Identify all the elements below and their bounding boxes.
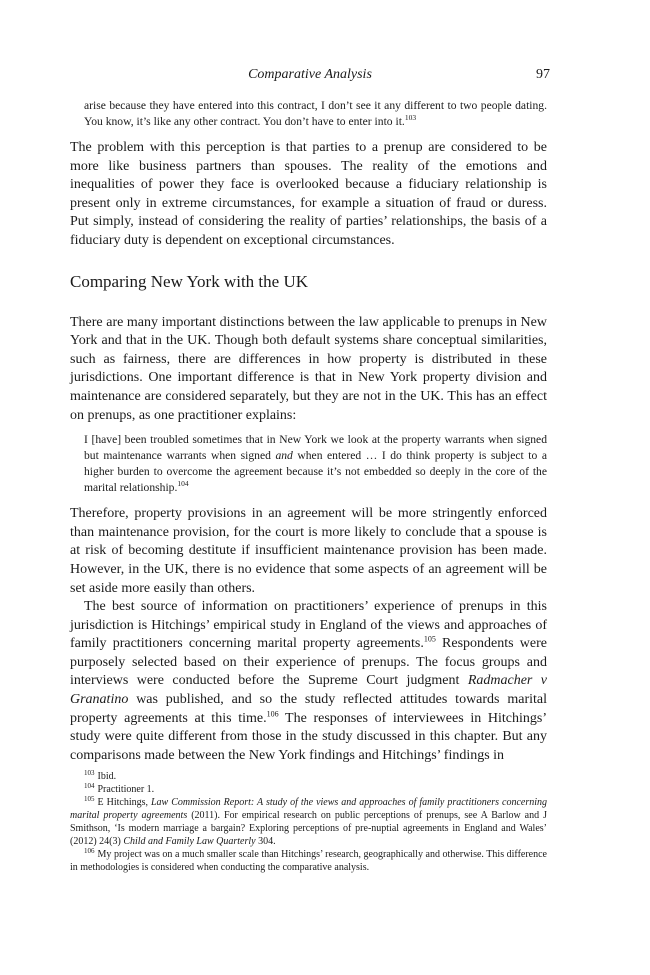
paragraph-1: The problem with this perception is that parties to a prenup are considered to be more like business partners than spouses. The reality of the emotions and inequalities of power they face is overlooked because a fiduciary relationship is present only in extreme circumstances, for example a situation of fraud or duress. Put simply, instead of considering the reality of parties’ relationships, the basis of a fiduciary duty is dependent on exceptional circumstances. [70,140,547,248]
block-quote-2-part1: I [have] been troubled sometimes that in New York we look at the property warrants when signed but maintenance warrants when signed [84,433,547,463]
footnote-106-number: 106 [84,846,95,855]
main-text [70,98,547,765]
paragraph-4-part1: The best source of information on practitioners’ experience of prenups in this jurisdiction is Hitchings’ empirical study in England of the views and approaches of family practitioners concerning marital property agreements. [70,599,547,652]
block-quote-2-emphasis: and [275,449,293,463]
block-quote-1 [84,98,547,130]
footnote-104-number: 104 [84,781,95,790]
footnote-103-number: 103 [84,768,95,777]
footnote-105-report-title: Law Commission Report: A study of the views and approaches of family practitioners concerning marital property agreements [70,797,547,821]
footnote-105-page: 304. [255,836,276,847]
footnote-105-author: E Hitchings, [97,797,151,808]
page-number: 97 [536,67,550,82]
footnote-106-text: My project was on a much smaller scale than Hitchings’ research, geographically and otherwise. This difference in methodologies is considered when conducting the comparative analysis. [70,849,547,873]
footnote-ref-104[interactable]: 104 [177,479,189,489]
block-quote-2 [84,432,547,496]
paragraph-4-part3: was published, and so the study reflected attitudes towards marital property agreements at this time. [70,692,547,726]
paragraph-2: There are many important distinctions between the law applicable to prenups in New York and that in the UK. Though both default systems share conceptual similarities, such as fairness, there are differences in how property is distributed in these jurisdictions. One important difference is that in New York property division and maintenance are considered separately, but they are not in the UK. This has an effect on prenups, as one practitioner explains: [70,314,547,423]
footnote-ref-106[interactable]: 106 [266,709,279,718]
block-quote-1-text: arise because they have entered into this contract, I don’t see it any different to two people dating. You know, it’s like any other contract. You don’t have to enter into it. [84,99,547,128]
footnote-103 [70,770,547,783]
footnote-104-text: Practitioner 1. [97,784,155,795]
footnotes [70,770,547,874]
running-title: Comparative Analysis [248,67,372,82]
paragraph-4 [70,598,547,765]
footnote-ref-105[interactable]: 105 [423,634,436,644]
case-name: Radmacher v Granatino [70,673,547,708]
paragraph-3: Therefore, property provisions in an agreement will be more stringently enforced than maintenance provision, for the court is more likely to conclude that a spouse is at risk of becoming destitute if insufficient maintenance provision has been made. However, in the UK, there is no evidence that some aspects of an agreement will be set aside more easily than others. [70,506,547,596]
footnote-105 [70,796,547,848]
running-head [70,67,550,85]
paragraph-4-part2: Respondents were purposely selected based on their experience of prenups. The focus groups and interviews were conducted before the Supreme Court judgment [70,636,547,689]
section-heading: Comparing New York with the UK [70,271,308,291]
footnote-105-journal: Child and Family Law Quarterly [123,836,256,847]
block-quote-2-part2: when entered … I do think property is subject to a higher burden to overcome the agreement because it’s not embedded so deeply in the core of the marital relationship. [84,449,547,495]
footnote-105-text: (2011). For empirical research on public perceptions of prenups, see A Barlow and J Smithson, ‘Is modern marriage a bargain? Exploring perceptions of pre-nuptial agreements in England and Wales’ (2012) 24(3) [70,810,547,847]
footnote-105-number: 105 [84,794,95,803]
footnote-104 [70,783,547,796]
footnote-ref-103[interactable]: 103 [404,113,417,123]
footnote-103-text: Ibid. [97,771,117,782]
footnote-106 [70,848,547,874]
paragraph-4-part4: The responses of interviewees in Hitchings’ study were quite different from those in the study discussed in this chapter. But any comparisons made between the New York findings and Hitchings’ findings in [70,710,547,763]
